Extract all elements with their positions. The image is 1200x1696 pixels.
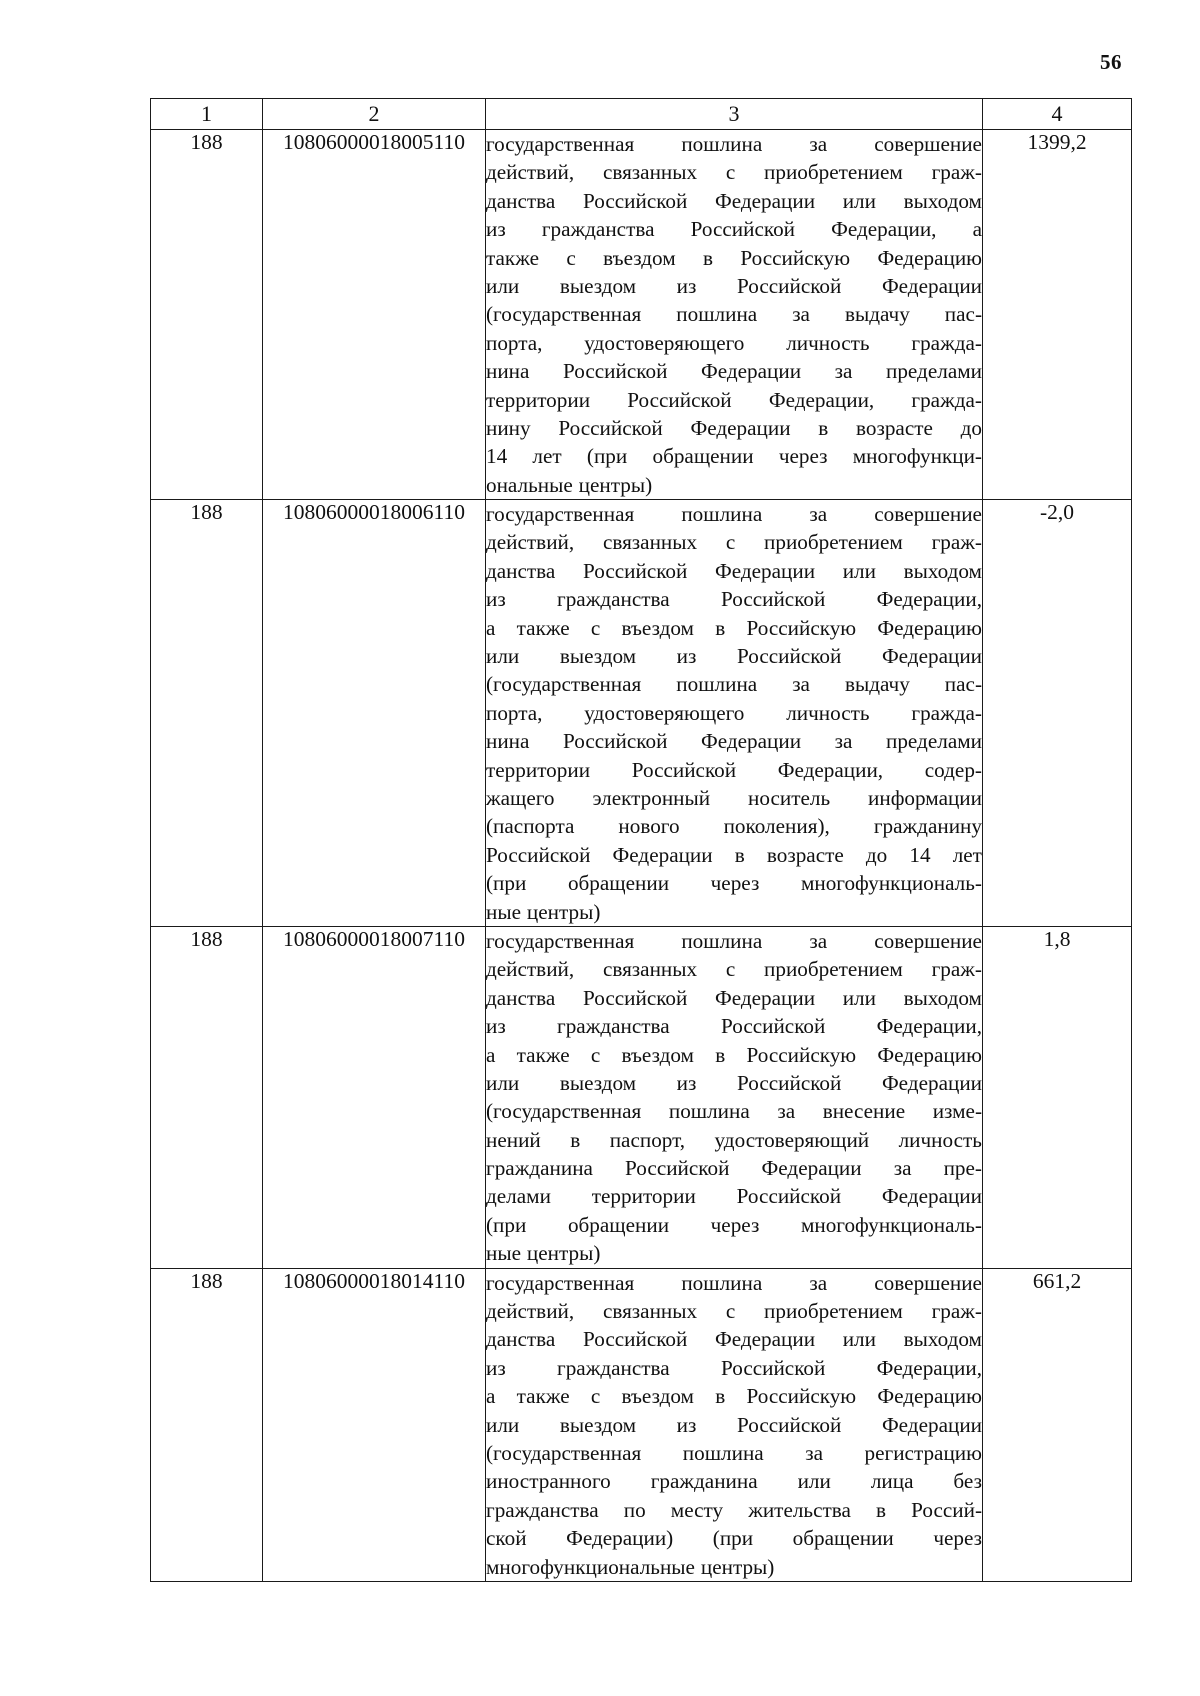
revenue-description-cell bbox=[486, 1268, 983, 1581]
description-line: жащего электронный носитель информации bbox=[486, 785, 982, 810]
description-line: ные центры) bbox=[486, 899, 601, 924]
admin-code-cell: 188 bbox=[151, 1268, 263, 1581]
description-line: из гражданства Российской Федерации, bbox=[486, 587, 982, 612]
column-header-3: 3 bbox=[486, 99, 983, 130]
budget-classification-code-cell: 10806000018007110 bbox=[263, 926, 486, 1268]
table-header-row bbox=[151, 99, 1132, 130]
description-line: (государственная пошлина за регистрацию bbox=[486, 1440, 982, 1465]
description-line: действий, связанных с приобретением граж- bbox=[486, 957, 982, 982]
admin-code-cell: 188 bbox=[151, 500, 263, 927]
description-line: территории Российской Федерации, гражда- bbox=[486, 387, 982, 412]
description-line: или выездом из Российской Федерации bbox=[486, 1412, 982, 1437]
budget-classification-code-cell: 10806000018006110 bbox=[263, 500, 486, 927]
description-line: а также с въездом в Российскую Федерацию bbox=[486, 1384, 982, 1409]
description-line: иностранного гражданина или лица без bbox=[486, 1469, 982, 1494]
description-line: территории Российской Федерации, содер- bbox=[486, 757, 982, 782]
description-line: действий, связанных с приобретением граж- bbox=[486, 160, 982, 185]
description-line: действий, связанных с приобретением граж- bbox=[486, 530, 982, 555]
admin-code-cell: 188 bbox=[151, 130, 263, 500]
admin-code-cell: 188 bbox=[151, 926, 263, 1268]
description-line: данства Российской Федерации или выходом bbox=[486, 1327, 982, 1352]
description-line: (паспорта нового поколения), гражданину bbox=[486, 814, 982, 839]
table-row bbox=[151, 500, 1132, 927]
description-line: Российской Федерации в возрасте до 14 лет bbox=[486, 842, 982, 867]
amount-cell: -2,0 bbox=[983, 500, 1132, 927]
budget-revenue-table bbox=[150, 98, 1132, 1582]
description-line: государственная пошлина за совершение bbox=[486, 502, 982, 527]
description-line: порта, удостоверяющего личность гражда- bbox=[486, 330, 982, 355]
description-line: из гражданства Российской Федерации, а bbox=[486, 217, 982, 242]
budget-classification-code-cell: 10806000018014110 bbox=[263, 1268, 486, 1581]
column-header-2: 2 bbox=[263, 99, 486, 130]
description-line: гражданства по месту жительства в Россий- bbox=[486, 1497, 982, 1522]
amount-cell: 661,2 bbox=[983, 1268, 1132, 1581]
description-line: 14 лет (при обращении через многофункци- bbox=[486, 444, 982, 469]
description-line: гражданина Российской Федерации за пре- bbox=[486, 1156, 982, 1181]
description-line: нений в паспорт, удостоверяющий личность bbox=[486, 1127, 982, 1152]
description-line: многофункциональные центры) bbox=[486, 1554, 775, 1579]
column-header-4: 4 bbox=[983, 99, 1132, 130]
description-line: данства Российской Федерации или выходом bbox=[486, 188, 982, 213]
table-row bbox=[151, 130, 1132, 500]
description-line: а также с въездом в Российскую Федерацию bbox=[486, 615, 982, 640]
description-line: ные центры) bbox=[486, 1241, 601, 1266]
description-line: нина Российской Федерации за пределами bbox=[486, 729, 982, 754]
description-line: (государственная пошлина за внесение изме- bbox=[486, 1099, 982, 1124]
page-number: 56 bbox=[1100, 50, 1122, 74]
table-row bbox=[151, 1268, 1132, 1581]
description-line: (при обращении через многофункциональ- bbox=[486, 871, 982, 896]
description-line: или выездом из Российской Федерации bbox=[486, 273, 982, 298]
description-line: ской Федерации) (при обращении через bbox=[486, 1526, 982, 1551]
description-line: а также с въездом в Российскую Федерацию bbox=[486, 1042, 982, 1067]
description-line: государственная пошлина за совершение bbox=[486, 132, 982, 156]
revenue-description-cell bbox=[486, 500, 983, 927]
description-line: (государственная пошлина за выдачу пас- bbox=[486, 302, 982, 327]
description-line: (при обращении через многофункциональ- bbox=[486, 1212, 982, 1237]
description-line: из гражданства Российской Федерации, bbox=[486, 1014, 982, 1039]
description-line: также с въездом в Российскую Федерацию bbox=[486, 245, 982, 270]
description-line: делами территории Российской Федерации bbox=[486, 1184, 982, 1209]
description-line: из гражданства Российской Федерации, bbox=[486, 1355, 982, 1380]
description-line: государственная пошлина за совершение bbox=[486, 928, 982, 953]
description-line: действий, связанных с приобретением граж- bbox=[486, 1299, 982, 1324]
description-line: данства Российской Федерации или выходом bbox=[486, 558, 982, 583]
table-row bbox=[151, 926, 1132, 1268]
description-line: ональные центры) bbox=[486, 472, 653, 497]
description-line: или выездом из Российской Федерации bbox=[486, 644, 982, 669]
revenue-description-cell bbox=[486, 130, 983, 500]
column-header-1: 1 bbox=[151, 99, 263, 130]
description-line: государственная пошлина за совершение bbox=[486, 1270, 982, 1295]
amount-cell: 1399,2 bbox=[983, 130, 1132, 500]
description-line: порта, удостоверяющего личность гражда- bbox=[486, 700, 982, 725]
amount-cell: 1,8 bbox=[983, 926, 1132, 1268]
description-line: (государственная пошлина за выдачу пас- bbox=[486, 672, 982, 697]
description-line: или выездом из Российской Федерации bbox=[486, 1070, 982, 1095]
budget-classification-code-cell: 10806000018005110 bbox=[263, 130, 486, 500]
description-line: данства Российской Федерации или выходом bbox=[486, 985, 982, 1010]
description-line: нина Российской Федерации за пределами bbox=[486, 359, 982, 384]
description-line: нину Российской Федерации в возрасте до bbox=[486, 415, 982, 440]
revenue-description-cell bbox=[486, 926, 983, 1268]
